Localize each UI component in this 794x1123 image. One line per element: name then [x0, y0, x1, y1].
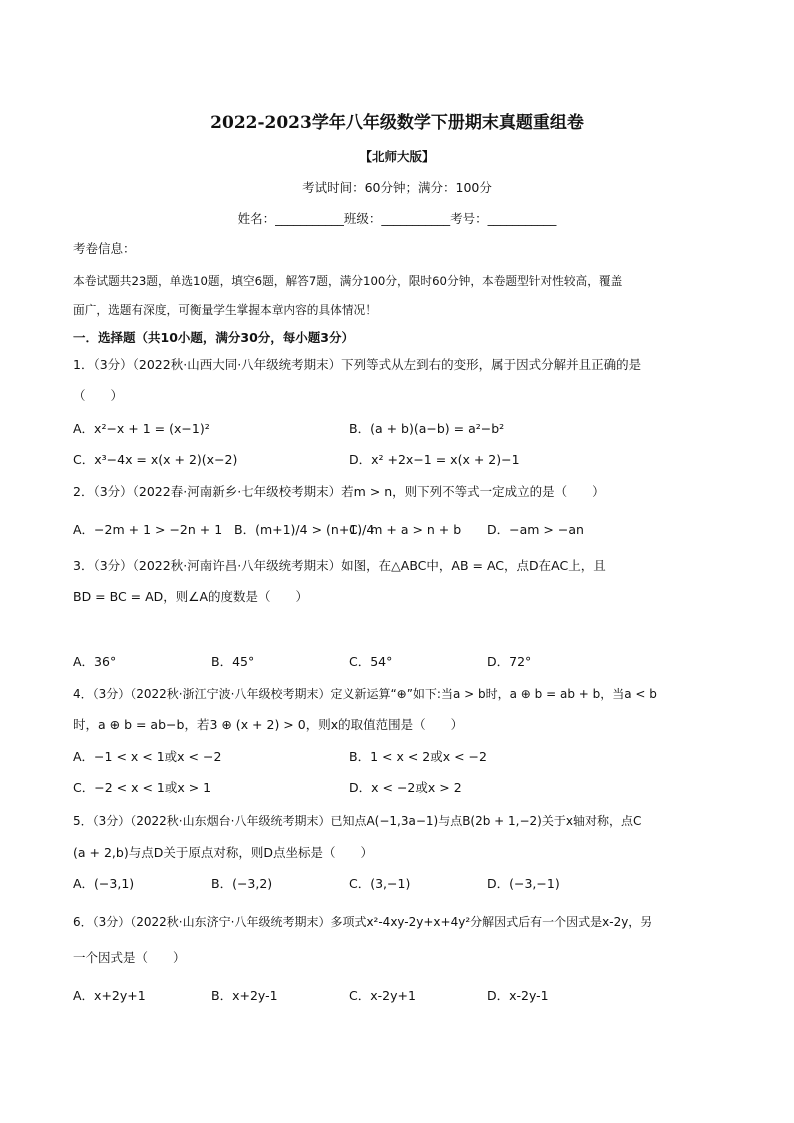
q3-option-b: B．45°: [211, 654, 255, 669]
question-5-line-2: (a + 2,b)与点D关于原点对称，则D点坐标是（ ）: [73, 845, 373, 860]
name-class-id-line: 姓名：___________班级：___________考号：___________: [237, 211, 557, 226]
q4-option-b: B．1 < x < 2或x < −2: [349, 749, 487, 764]
question-1-line-2: （ ）: [73, 388, 124, 403]
info-line-2: 面广，选题有深度，可衡量学生掌握本章内容的具体情况！: [73, 303, 377, 317]
q4-option-a: A．−1 < x < 1或x < −2: [73, 749, 222, 764]
question-3-line-2: BD = BC = AD，则∠A的度数是（ ）: [73, 589, 309, 604]
info-label: 考卷信息：: [73, 241, 136, 256]
q1-option-c: C．x³−4x = x(x + 2)(x−2): [73, 452, 238, 467]
q1-option-d: D．x² +2x−1 = x(x + 2)−1: [349, 452, 520, 467]
q5-option-b: B．(−3,2): [211, 876, 273, 891]
question-3: 3．（3分）（2022秋·河南许昌·八年级统考期末）如图，在△ABC中，AB = AC，点D在AC上，且: [73, 558, 606, 573]
q1-option-a: A．x²−x + 1 = (x−1)²: [73, 421, 210, 436]
q2-option-b: B．(m+1)/4 > (n+1)/4: [234, 522, 375, 537]
q3-option-a: A．36°: [73, 654, 117, 669]
question-2: 2．（3分）（2022春·河南新乡·七年级校考期末）若m > n，则下列不等式一定成立的是（ ）: [73, 484, 605, 499]
info-line-1: 本卷试题共23题，单选10题，填空6题，解答7题，满分100分，限时60分钟，本卷题型针对性较高，覆盖: [73, 274, 623, 288]
q3-option-c: C．54°: [349, 654, 393, 669]
q5-option-c: C．(3,−1): [349, 876, 411, 891]
question-6-line-2: 一个因式是（ ）: [73, 950, 186, 965]
question-4: 4．（3分）（2022秋·浙江宁波·八年级校考期末）定义新运算“⊕”如下:当a > b时，a ⊕ b = ab + b，当a < b: [73, 687, 657, 701]
question-4-line-2: 时，a ⊕ b = ab−b，若3 ⊕ (x + 2) > 0，则x的取值范围是（ ）: [73, 717, 464, 732]
q4-option-d: D．x < −2或x > 2: [349, 780, 462, 795]
exam-time: 考试时间：60分钟；满分：100分: [302, 180, 492, 195]
q5-option-d: D．(−3,−1): [487, 876, 560, 891]
q6-option-b: B．x+2y-1: [211, 988, 278, 1003]
q5-option-a: A．(−3,1): [73, 876, 135, 891]
q2-option-c: C．m + a > n + b: [349, 522, 462, 537]
q2-option-a: A．−2m + 1 > −2n + 1: [73, 522, 223, 537]
q1-option-b: B．(a + b)(a−b) = a²−b²: [349, 421, 505, 436]
section-heading: 一．选择题（共10小题，满分30分，每小题3分）: [73, 330, 354, 345]
question-5: 5．（3分）（2022秋·山东烟台·八年级统考期末）已知点A(−1,3a−1)与点B(2b + 1,−2)关于x轴对称，点C: [73, 814, 642, 828]
exam-title: 2022-2023学年八年级数学下册期末真题重组卷: [210, 113, 584, 133]
q6-option-a: A．x+2y+1: [73, 988, 146, 1003]
q2-option-d: D．−am > −an: [487, 522, 584, 537]
q3-option-d: D．72°: [487, 654, 532, 669]
edition-label: 【北师大版】: [359, 149, 435, 164]
question-1: 1．（3分）（2022秋·山西大同·八年级统考期末）下列等式从左到右的变形，属于因式分解并且正确的是: [73, 357, 642, 372]
question-6: 6．（3分）（2022秋·山东济宁·八年级统考期末）多项式x²-4xy-2y+x+4y²分解因式后有一个因式是x-2y，另: [73, 915, 653, 929]
q6-option-d: D．x-2y-1: [487, 988, 549, 1003]
q4-option-c: C．−2 < x < 1或x > 1: [73, 780, 212, 795]
q6-option-c: C．x-2y+1: [349, 988, 416, 1003]
